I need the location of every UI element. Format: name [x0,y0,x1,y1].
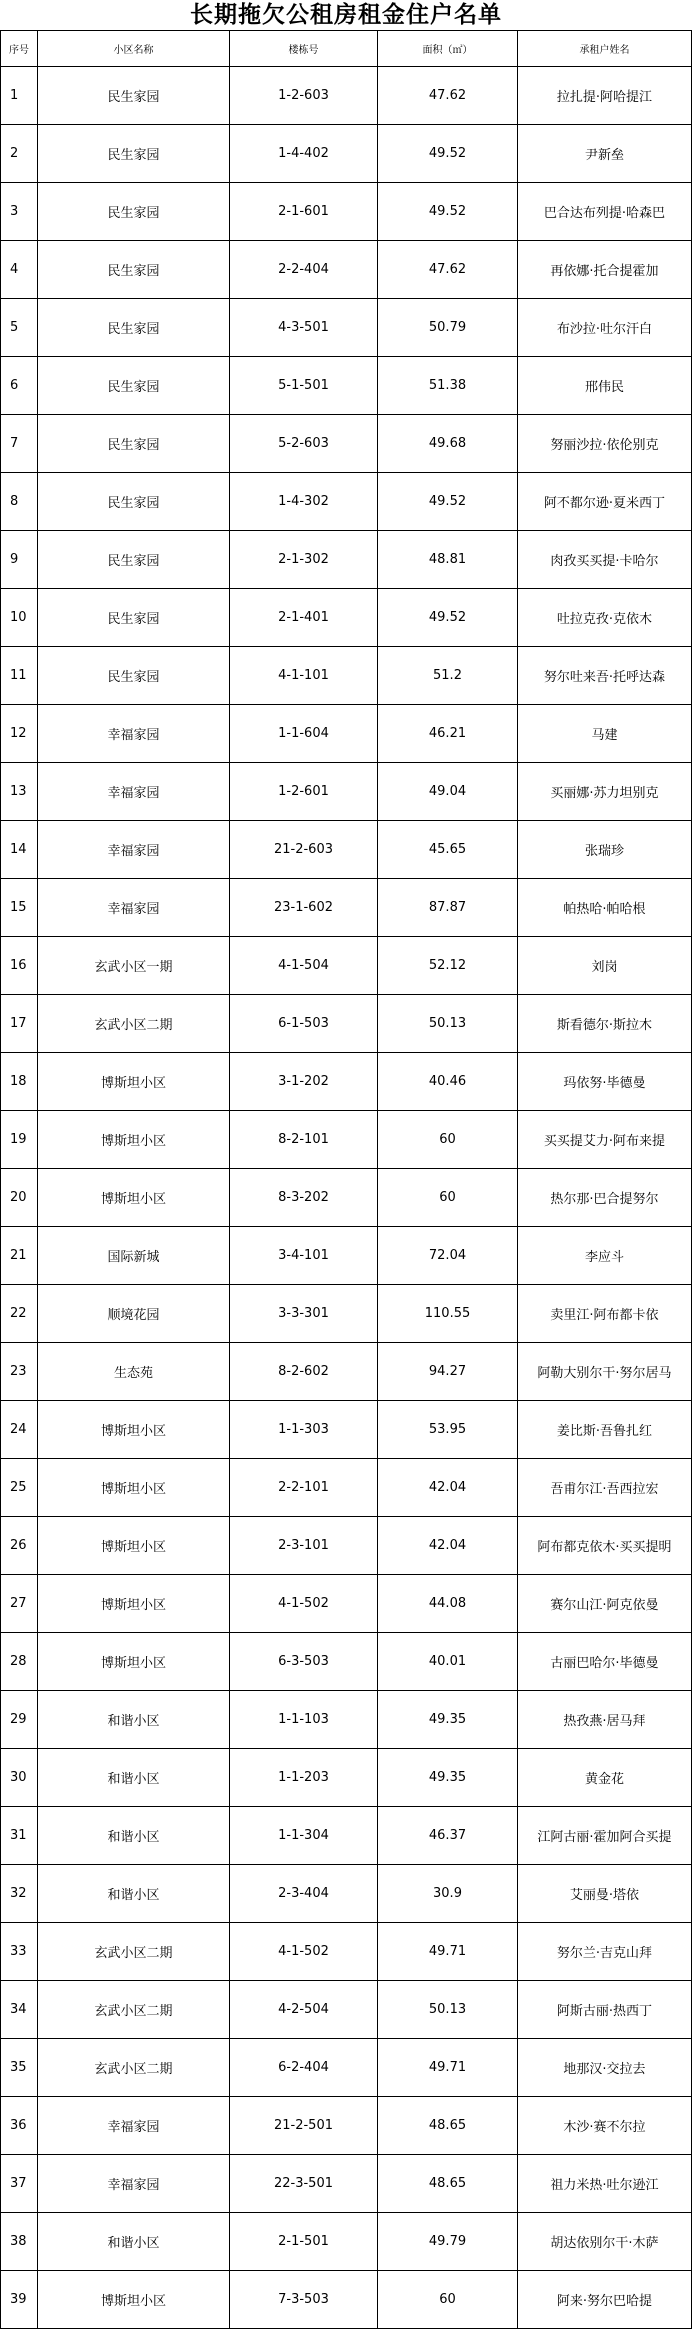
table-row [1,67,692,125]
cell-no: 25 [1,1459,38,1517]
cell-no: 2 [1,125,38,183]
column-header-no: 序号 [1,31,38,67]
cell-no: 39 [1,2271,38,2329]
cell-no: 24 [1,1401,38,1459]
cell-tenant: 阿勒大别尔干·努尔居马 [518,1343,692,1401]
cell-no: 17 [1,995,38,1053]
cell-no: 28 [1,1633,38,1691]
table-row [1,1459,692,1517]
cell-area: 47.62 [378,67,518,125]
cell-unit: 8-2-101 [230,1111,378,1169]
cell-unit: 1-2-603 [230,67,378,125]
cell-tenant: 姜比斯·吾鲁扎红 [518,1401,692,1459]
cell-no: 8 [1,473,38,531]
cell-no: 36 [1,2097,38,2155]
cell-tenant: 阿斯古丽·热西丁 [518,1981,692,2039]
table-row [1,705,692,763]
cell-area: 42.04 [378,1517,518,1575]
cell-no: 37 [1,2155,38,2213]
cell-no: 31 [1,1807,38,1865]
cell-area: 87.87 [378,879,518,937]
cell-unit: 2-1-302 [230,531,378,589]
table-row [1,1227,692,1285]
cell-community: 幸福家园 [38,763,230,821]
cell-community: 国际新城 [38,1227,230,1285]
cell-area: 49.52 [378,589,518,647]
cell-tenant: 祖力米热·吐尔逊江 [518,2155,692,2213]
cell-no: 7 [1,415,38,473]
cell-tenant: 阿布都克依木·买买提明 [518,1517,692,1575]
table-row [1,183,692,241]
cell-community: 和谐小区 [38,1691,230,1749]
cell-community: 和谐小区 [38,2213,230,2271]
cell-tenant: 买买提艾力·阿布来提 [518,1111,692,1169]
cell-community: 博斯坦小区 [38,1633,230,1691]
cell-community: 博斯坦小区 [38,1575,230,1633]
cell-community: 和谐小区 [38,1865,230,1923]
cell-no: 27 [1,1575,38,1633]
cell-area: 72.04 [378,1227,518,1285]
cell-area: 48.65 [378,2097,518,2155]
cell-area: 40.46 [378,1053,518,1111]
cell-area: 49.52 [378,183,518,241]
cell-area: 42.04 [378,1459,518,1517]
cell-area: 51.2 [378,647,518,705]
cell-unit: 1-2-601 [230,763,378,821]
table-row [1,995,692,1053]
cell-community: 幸福家园 [38,705,230,763]
cell-tenant: 地那汉·交拉去 [518,2039,692,2097]
cell-area: 46.37 [378,1807,518,1865]
cell-no: 6 [1,357,38,415]
table-row [1,1111,692,1169]
cell-tenant: 肉孜买买提·卡哈尔 [518,531,692,589]
cell-community: 幸福家园 [38,2155,230,2213]
tenant-table [0,30,692,2329]
cell-community: 博斯坦小区 [38,2271,230,2329]
cell-community: 和谐小区 [38,1807,230,1865]
cell-community: 民生家园 [38,67,230,125]
cell-no: 38 [1,2213,38,2271]
cell-area: 94.27 [378,1343,518,1401]
cell-unit: 2-1-401 [230,589,378,647]
cell-community: 民生家园 [38,415,230,473]
table-row [1,2213,692,2271]
table-row [1,821,692,879]
cell-tenant: 努尔吐来吾·托呼达森 [518,647,692,705]
cell-area: 49.79 [378,2213,518,2271]
cell-community: 博斯坦小区 [38,1111,230,1169]
cell-unit: 1-4-302 [230,473,378,531]
cell-tenant: 木沙·赛不尔拉 [518,2097,692,2155]
cell-community: 幸福家园 [38,2097,230,2155]
cell-unit: 5-2-603 [230,415,378,473]
cell-unit: 7-3-503 [230,2271,378,2329]
cell-tenant: 努尔兰·吉克山拜 [518,1923,692,1981]
cell-unit: 23-1-602 [230,879,378,937]
cell-no: 16 [1,937,38,995]
cell-community: 民生家园 [38,299,230,357]
cell-unit: 2-1-601 [230,183,378,241]
cell-unit: 1-4-402 [230,125,378,183]
cell-tenant: 张瑞珍 [518,821,692,879]
cell-unit: 3-3-301 [230,1285,378,1343]
cell-unit: 21-2-603 [230,821,378,879]
cell-community: 民生家园 [38,647,230,705]
table-row [1,299,692,357]
table-row [1,1169,692,1227]
cell-community: 民生家园 [38,183,230,241]
table-body [1,67,692,2329]
cell-unit: 6-3-503 [230,1633,378,1691]
cell-community: 和谐小区 [38,1749,230,1807]
table-row [1,1053,692,1111]
cell-no: 32 [1,1865,38,1923]
cell-tenant: 古丽巴哈尔·毕德曼 [518,1633,692,1691]
cell-tenant: 热尔那·巴合提努尔 [518,1169,692,1227]
table-row [1,647,692,705]
cell-community: 玄武小区二期 [38,2039,230,2097]
cell-community: 顺境花园 [38,1285,230,1343]
cell-tenant: 艾丽曼·塔依 [518,1865,692,1923]
cell-community: 民生家园 [38,473,230,531]
table-row [1,1285,692,1343]
cell-unit: 2-3-101 [230,1517,378,1575]
table-row [1,879,692,937]
table-row [1,2039,692,2097]
table-row [1,763,692,821]
cell-unit: 2-1-501 [230,2213,378,2271]
cell-no: 35 [1,2039,38,2097]
cell-unit: 1-1-604 [230,705,378,763]
cell-unit: 6-1-503 [230,995,378,1053]
cell-area: 48.81 [378,531,518,589]
cell-area: 50.13 [378,995,518,1053]
cell-tenant: 阿来·努尔巴哈提 [518,2271,692,2329]
cell-tenant: 买丽娜·苏力坦别克 [518,763,692,821]
cell-area: 60 [378,2271,518,2329]
column-header-area: 面积（㎡） [378,31,518,67]
cell-unit: 3-4-101 [230,1227,378,1285]
cell-area: 60 [378,1169,518,1227]
cell-no: 19 [1,1111,38,1169]
cell-area: 47.62 [378,241,518,299]
cell-community: 生态苑 [38,1343,230,1401]
cell-tenant: 拉扎提·阿哈提江 [518,67,692,125]
cell-area: 49.35 [378,1691,518,1749]
cell-community: 幸福家园 [38,879,230,937]
table-row [1,1517,692,1575]
cell-unit: 4-1-101 [230,647,378,705]
cell-unit: 1-1-103 [230,1691,378,1749]
cell-no: 22 [1,1285,38,1343]
cell-no: 9 [1,531,38,589]
cell-area: 30.9 [378,1865,518,1923]
table-header-row [1,31,692,67]
cell-tenant: 卖里江·阿布都卡依 [518,1285,692,1343]
cell-tenant: 布沙拉·吐尔汗白 [518,299,692,357]
cell-area: 110.55 [378,1285,518,1343]
table-row [1,1691,692,1749]
cell-community: 博斯坦小区 [38,1053,230,1111]
table-row [1,241,692,299]
cell-community: 博斯坦小区 [38,1401,230,1459]
table-row [1,1981,692,2039]
table-row [1,531,692,589]
cell-area: 51.38 [378,357,518,415]
cell-unit: 4-3-501 [230,299,378,357]
table-row [1,473,692,531]
cell-community: 幸福家园 [38,821,230,879]
cell-unit: 2-2-101 [230,1459,378,1517]
cell-unit: 4-1-502 [230,1923,378,1981]
cell-unit: 1-1-303 [230,1401,378,1459]
table-row [1,1633,692,1691]
cell-community: 玄武小区一期 [38,937,230,995]
cell-no: 15 [1,879,38,937]
table-row [1,2097,692,2155]
cell-tenant: 努丽沙拉·依伦别克 [518,415,692,473]
cell-unit: 8-2-602 [230,1343,378,1401]
cell-no: 18 [1,1053,38,1111]
cell-unit: 22-3-501 [230,2155,378,2213]
cell-tenant: 胡达依别尔干·木萨 [518,2213,692,2271]
cell-tenant: 热孜燕·居马拜 [518,1691,692,1749]
column-header-tenant: 承租户姓名 [518,31,692,67]
cell-tenant: 邢伟民 [518,357,692,415]
cell-area: 45.65 [378,821,518,879]
cell-no: 26 [1,1517,38,1575]
cell-community: 博斯坦小区 [38,1517,230,1575]
table-row [1,357,692,415]
cell-no: 21 [1,1227,38,1285]
cell-tenant: 赛尔山江·阿克依曼 [518,1575,692,1633]
cell-area: 49.52 [378,125,518,183]
cell-no: 30 [1,1749,38,1807]
cell-area: 49.35 [378,1749,518,1807]
cell-community: 民生家园 [38,531,230,589]
cell-area: 60 [378,1111,518,1169]
cell-unit: 2-2-404 [230,241,378,299]
cell-community: 博斯坦小区 [38,1459,230,1517]
cell-no: 5 [1,299,38,357]
cell-community: 玄武小区二期 [38,1981,230,2039]
table-row [1,1865,692,1923]
cell-no: 4 [1,241,38,299]
cell-unit: 2-3-404 [230,1865,378,1923]
cell-area: 40.01 [378,1633,518,1691]
table-row [1,415,692,473]
cell-area: 46.21 [378,705,518,763]
cell-area: 49.68 [378,415,518,473]
cell-tenant: 江阿古丽·霍加阿合买提 [518,1807,692,1865]
table-row [1,125,692,183]
table-row [1,1749,692,1807]
cell-area: 50.79 [378,299,518,357]
cell-community: 博斯坦小区 [38,1169,230,1227]
cell-unit: 21-2-501 [230,2097,378,2155]
page-title: 长期拖欠公租房租金住户名单 [190,1,502,28]
cell-unit: 6-2-404 [230,2039,378,2097]
cell-community: 民生家园 [38,357,230,415]
column-header-unit: 楼栋号 [230,31,378,67]
table-row [1,1401,692,1459]
cell-no: 3 [1,183,38,241]
cell-no: 34 [1,1981,38,2039]
cell-no: 14 [1,821,38,879]
cell-tenant: 黄金花 [518,1749,692,1807]
cell-tenant: 马建 [518,705,692,763]
cell-area: 49.52 [378,473,518,531]
cell-unit: 3-1-202 [230,1053,378,1111]
column-header-community: 小区名称 [38,31,230,67]
cell-area: 49.71 [378,1923,518,1981]
cell-community: 玄武小区二期 [38,1923,230,1981]
table-row [1,1807,692,1865]
cell-no: 12 [1,705,38,763]
cell-community: 玄武小区二期 [38,995,230,1053]
cell-tenant: 斯看德尔·斯拉木 [518,995,692,1053]
table-row [1,937,692,995]
cell-no: 13 [1,763,38,821]
table-row [1,2155,692,2213]
cell-tenant: 李应斗 [518,1227,692,1285]
cell-tenant: 阿不都尔逊·夏米西丁 [518,473,692,531]
table-row [1,2271,692,2329]
table-row [1,1575,692,1633]
cell-tenant: 刘岗 [518,937,692,995]
cell-tenant: 尹新垒 [518,125,692,183]
cell-no: 10 [1,589,38,647]
cell-unit: 1-1-304 [230,1807,378,1865]
cell-community: 民生家园 [38,125,230,183]
cell-unit: 1-1-203 [230,1749,378,1807]
table-row [1,589,692,647]
cell-tenant: 吾甫尔江·吾西拉宏 [518,1459,692,1517]
cell-tenant: 再依娜·托合提霍加 [518,241,692,299]
cell-area: 53.95 [378,1401,518,1459]
table-row [1,1343,692,1401]
cell-no: 1 [1,67,38,125]
cell-area: 49.71 [378,2039,518,2097]
cell-community: 民生家园 [38,589,230,647]
cell-tenant: 玛依努·毕德曼 [518,1053,692,1111]
cell-area: 50.13 [378,1981,518,2039]
cell-no: 11 [1,647,38,705]
cell-unit: 4-1-502 [230,1575,378,1633]
table-row [1,1923,692,1981]
cell-tenant: 帕热哈·帕哈根 [518,879,692,937]
cell-unit: 5-1-501 [230,357,378,415]
cell-unit: 4-2-504 [230,1981,378,2039]
cell-no: 23 [1,1343,38,1401]
cell-no: 33 [1,1923,38,1981]
cell-no: 29 [1,1691,38,1749]
cell-tenant: 吐拉克孜·克依木 [518,589,692,647]
cell-area: 44.08 [378,1575,518,1633]
cell-area: 49.04 [378,763,518,821]
cell-unit: 4-1-504 [230,937,378,995]
cell-area: 52.12 [378,937,518,995]
cell-community: 民生家园 [38,241,230,299]
cell-area: 48.65 [378,2155,518,2213]
cell-tenant: 巴合达布列提·哈森巴 [518,183,692,241]
cell-unit: 8-3-202 [230,1169,378,1227]
cell-no: 20 [1,1169,38,1227]
